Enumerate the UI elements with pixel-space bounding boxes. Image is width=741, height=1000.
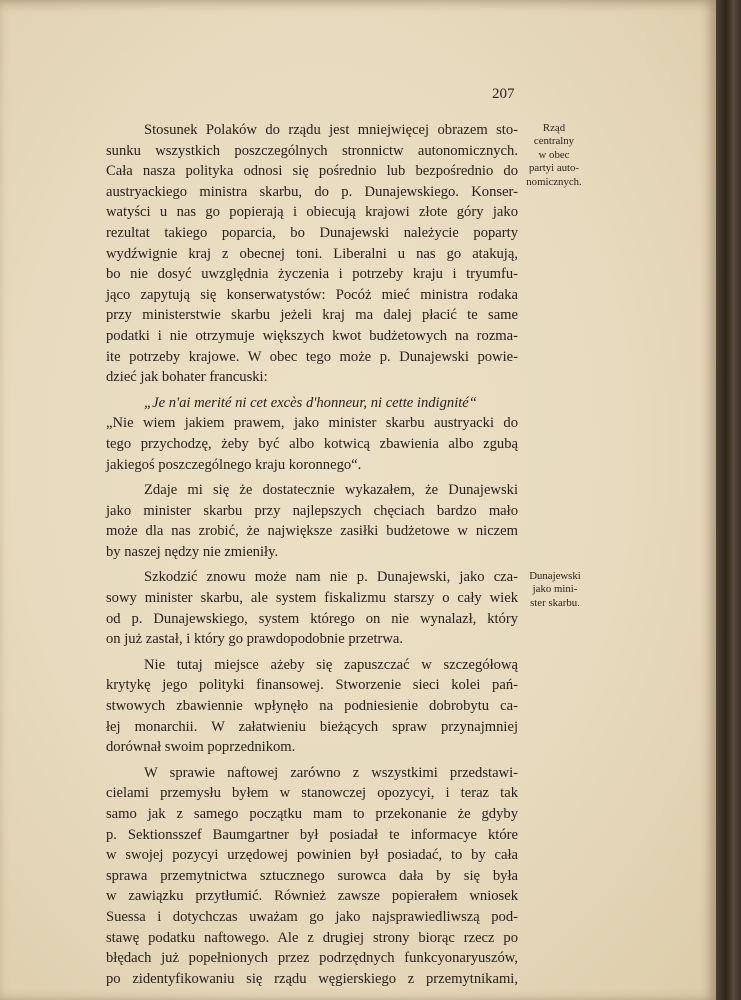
book-binding-edge [716, 0, 741, 1000]
text-line: podatki i nie otrzymuje większych kwot budżetowych na rozma- [106, 327, 518, 344]
text-line: w zawiązku przytłumić. Również zawsze popierałem wniosek [106, 888, 518, 905]
text-line: Nie tutaj miejsce ażeby się zapuszczać w szczegółową [144, 656, 518, 673]
margin-note-line: jako mini- [532, 583, 578, 596]
margin-note-line: w obec [538, 148, 570, 161]
margin-note-line: Dunajewski [529, 570, 581, 582]
text-line: krytykę jego polityki finansowej. Stworzenie sieci kolei pań- [106, 677, 518, 694]
text-line: sprawa przemytnictwa sztucznego surowca dała by się była [106, 867, 518, 884]
text-line: cielami przemysłu byłem w stanowczej opozycyi, i teraz tak [106, 785, 518, 802]
text-line: łej monarchii. W załatwieniu bieżących spraw przynajmniej [106, 718, 518, 735]
text-line: austryackiego ministra skarbu, do p. Dunajewskiego. Konser- [106, 183, 518, 200]
text-line: jąco zapytują się konserwatystów: Pocóż mieć ministra rodaka [106, 286, 518, 303]
text-line: jako minister skarbu przy najlepszych chęciach bardzo mało [106, 502, 518, 519]
page-number: 207 [492, 86, 515, 102]
text-line: wydźwignie kraj z obecnej toni. Liberalni u nas go atakują, [106, 245, 518, 262]
paragraph [106, 567, 518, 649]
text-line: sowy minister skarbu, ale system fiskalizmu starszy o cały wiek [106, 590, 518, 607]
paragraph [106, 480, 518, 562]
text-line: Suessa i dotychczas uważam go jako najsprawiedliwszą pod- [106, 908, 518, 925]
quotation-paragraph [106, 393, 518, 475]
margin-note-dunajewski [521, 570, 589, 610]
text-line: może dla nas zrobić, że największe zasiłki budżetowe w niczem [106, 523, 518, 540]
text-line: samo jak z samego początku mam to przekonanie że gdyby [106, 806, 518, 822]
margin-note-line: ster skarbu. [530, 596, 580, 609]
text-line: tego przychodzę, żeby być albo kotwicą zbawienia albo zgubą [106, 435, 518, 452]
margin-note-line: partyi auto- [528, 162, 580, 175]
text-line: po zidentyfikowaniu się rządu węgierskiego z przemytnikami, [106, 970, 518, 987]
paragraph [106, 763, 518, 990]
text-line: rezultat takiego poparcia, bo Dunajewski należycie poparty [106, 224, 518, 241]
text-line: jakiegoś poszczególnego kraju koronnego“. [106, 456, 362, 473]
text-line: „Nie wiem jakiem prawem, jako minister skarbu austryacki do [106, 415, 518, 432]
text-line: dzieć jak bohater francuski: [106, 369, 268, 386]
text-line: przy ministerstwie skarbu jeżeli kraj ma dalej płacić te same [106, 307, 518, 324]
french-quote-line: „Je n'ai merité ni cet excès d'honneur, ni cette indignité“ [144, 394, 477, 411]
text-line: by naszej nędzy nie zmieniły. [106, 543, 279, 560]
text-line: w swojej pozycyi urzędowej powinien był posiadać, to by cała [106, 847, 518, 864]
text-line: on już zastał, i który go prawdopodobnie przetrwa. [106, 631, 404, 648]
text-line: bo nie dosyć uwzględnia życzenia i potrzeby kraju i tryumfu- [106, 266, 518, 283]
paragraph [106, 655, 518, 758]
text-line: Zdaje mi się że dostatecznie wykazałem, że Dunajewski [144, 482, 518, 499]
margin-note-line: nomicznych. [526, 175, 582, 188]
body-text [106, 120, 518, 994]
margin-note-rzad-centralny [520, 122, 588, 189]
text-line: watyści u nas go popierają i obiecują krajowi złote góry jako [106, 204, 518, 221]
text-line: sunku wszystkich poszczególnych stronnictw autonomicznych. [106, 142, 518, 159]
margin-note-line: Rząd [542, 122, 566, 134]
text-line: ite potrzeby krajowe. W obec tego może p. Dunajewski powie- [106, 348, 518, 365]
text-line: p. Sektionsszef Baumgartner był posiadał te informacye które [106, 826, 518, 843]
text-line: stwowych zbawiennie wpłynęło na podniesienie dobrobytu ca- [106, 698, 518, 715]
text-line: błędach już popełnionych przez podrzędnych funkcyonaryuszów, [106, 950, 518, 967]
paragraph [106, 120, 518, 388]
margin-note-line: centralny [533, 135, 575, 148]
text-line: Szkodzić znowu może nam nie p. Dunajewski, jako cza- [144, 569, 518, 586]
text-line: Stosunek Polaków do rządu jest mniejwięcej obrazem sto- [144, 122, 518, 138]
text-line: W sprawie naftowej zarówno z wszystkimi przedstawi- [144, 764, 518, 781]
text-line: od p. Dunajewskiego, system którego on nie wynalazł, który [106, 610, 518, 627]
text-line: stawę podatku naftowego. Ale z drugiej strony biorąc rzecz po [106, 929, 518, 946]
text-line: dorównał swoim poprzednikom. [106, 739, 296, 756]
text-line: Cała nasza polityka odnosi się pośrednio lub bezpośrednio do [106, 163, 518, 180]
